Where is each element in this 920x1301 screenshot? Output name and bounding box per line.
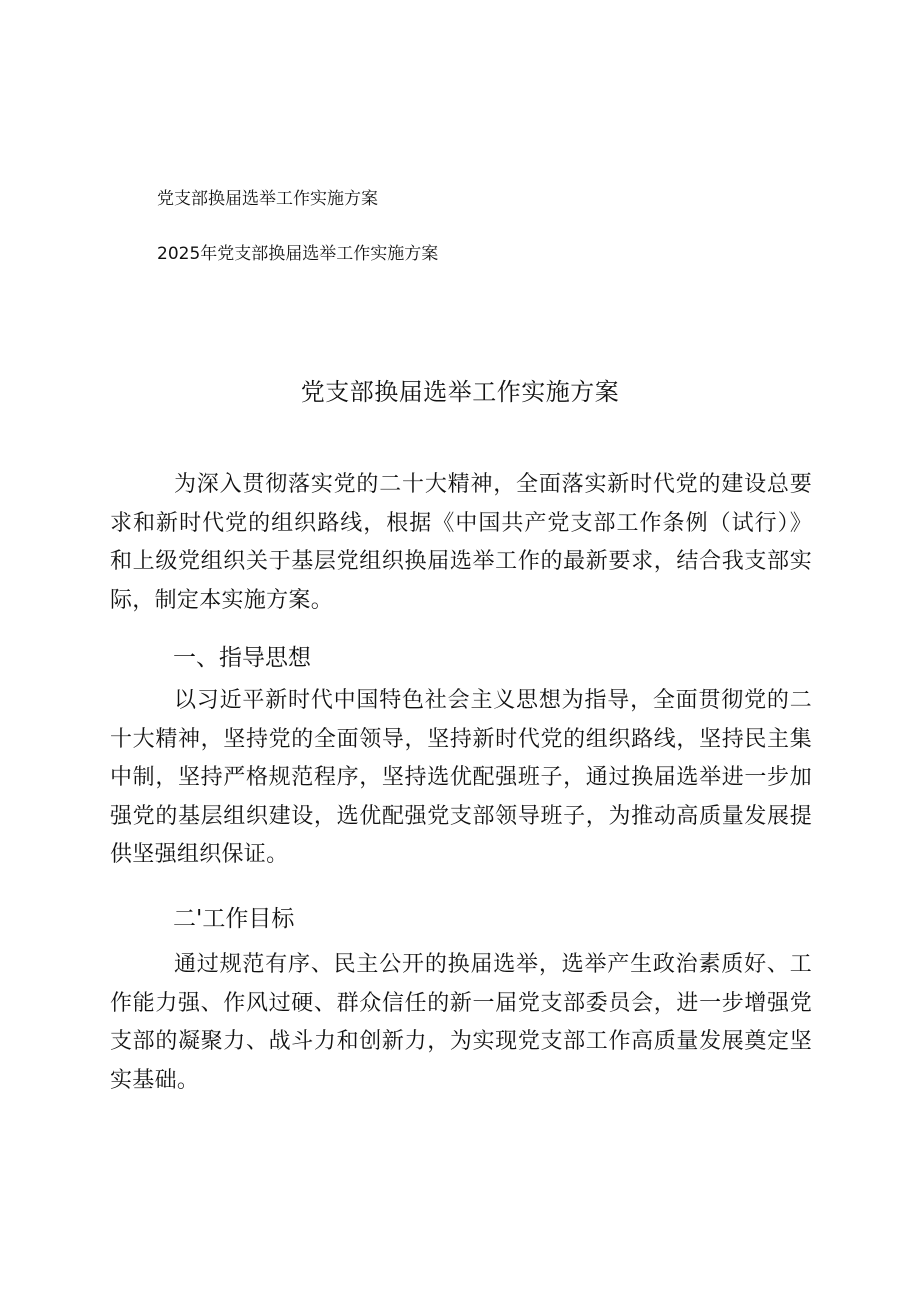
section-paragraph-guiding-ideology: 以习近平新时代中国特色社会主义思想为指导，全面贯彻党的二十大精神，坚持党的全面领导，坚持新时代党的组织路线，坚持民主集中制，坚持严格规范程序，坚持选优配强班子，通过换届选举进一步加强党的基层组织建设，选优配强党支部领导班子，为推动高质量发展提供坚强组织保证。 bbox=[110, 688, 812, 867]
header-title-line: 党支部换届选举工作实施方案 bbox=[157, 189, 378, 209]
section-paragraph-work-goals: 通过规范有序、民主公开的换届选举，选举产生政治素质好、工作能力强、作风过硬、群众信任的新一届党支部委员会，进一步增强党支部的凝聚力、战斗力和创新力，为实现党支部工作高质量发展奠定坚实基础。 bbox=[110, 952, 812, 1093]
section-heading-guiding-ideology: 一、指导思想 bbox=[173, 645, 311, 671]
section-heading-work-goals: 二'工作目标 bbox=[173, 906, 295, 932]
header-subtitle-line: 2025年党支部换届选举工作实施方案 bbox=[157, 244, 439, 264]
intro-paragraph: 为深入贯彻落实党的二十大精神，全面落实新时代党的建设总要求和新时代党的组织路线，根据《中国共产党支部工作条例（试行）》和上级党组织关于基层党组织换届选举工作的最新要求，结合我支部实际，制定本实施方案。 bbox=[110, 472, 812, 613]
document-title: 党支部换届选举工作实施方案 bbox=[300, 378, 620, 406]
